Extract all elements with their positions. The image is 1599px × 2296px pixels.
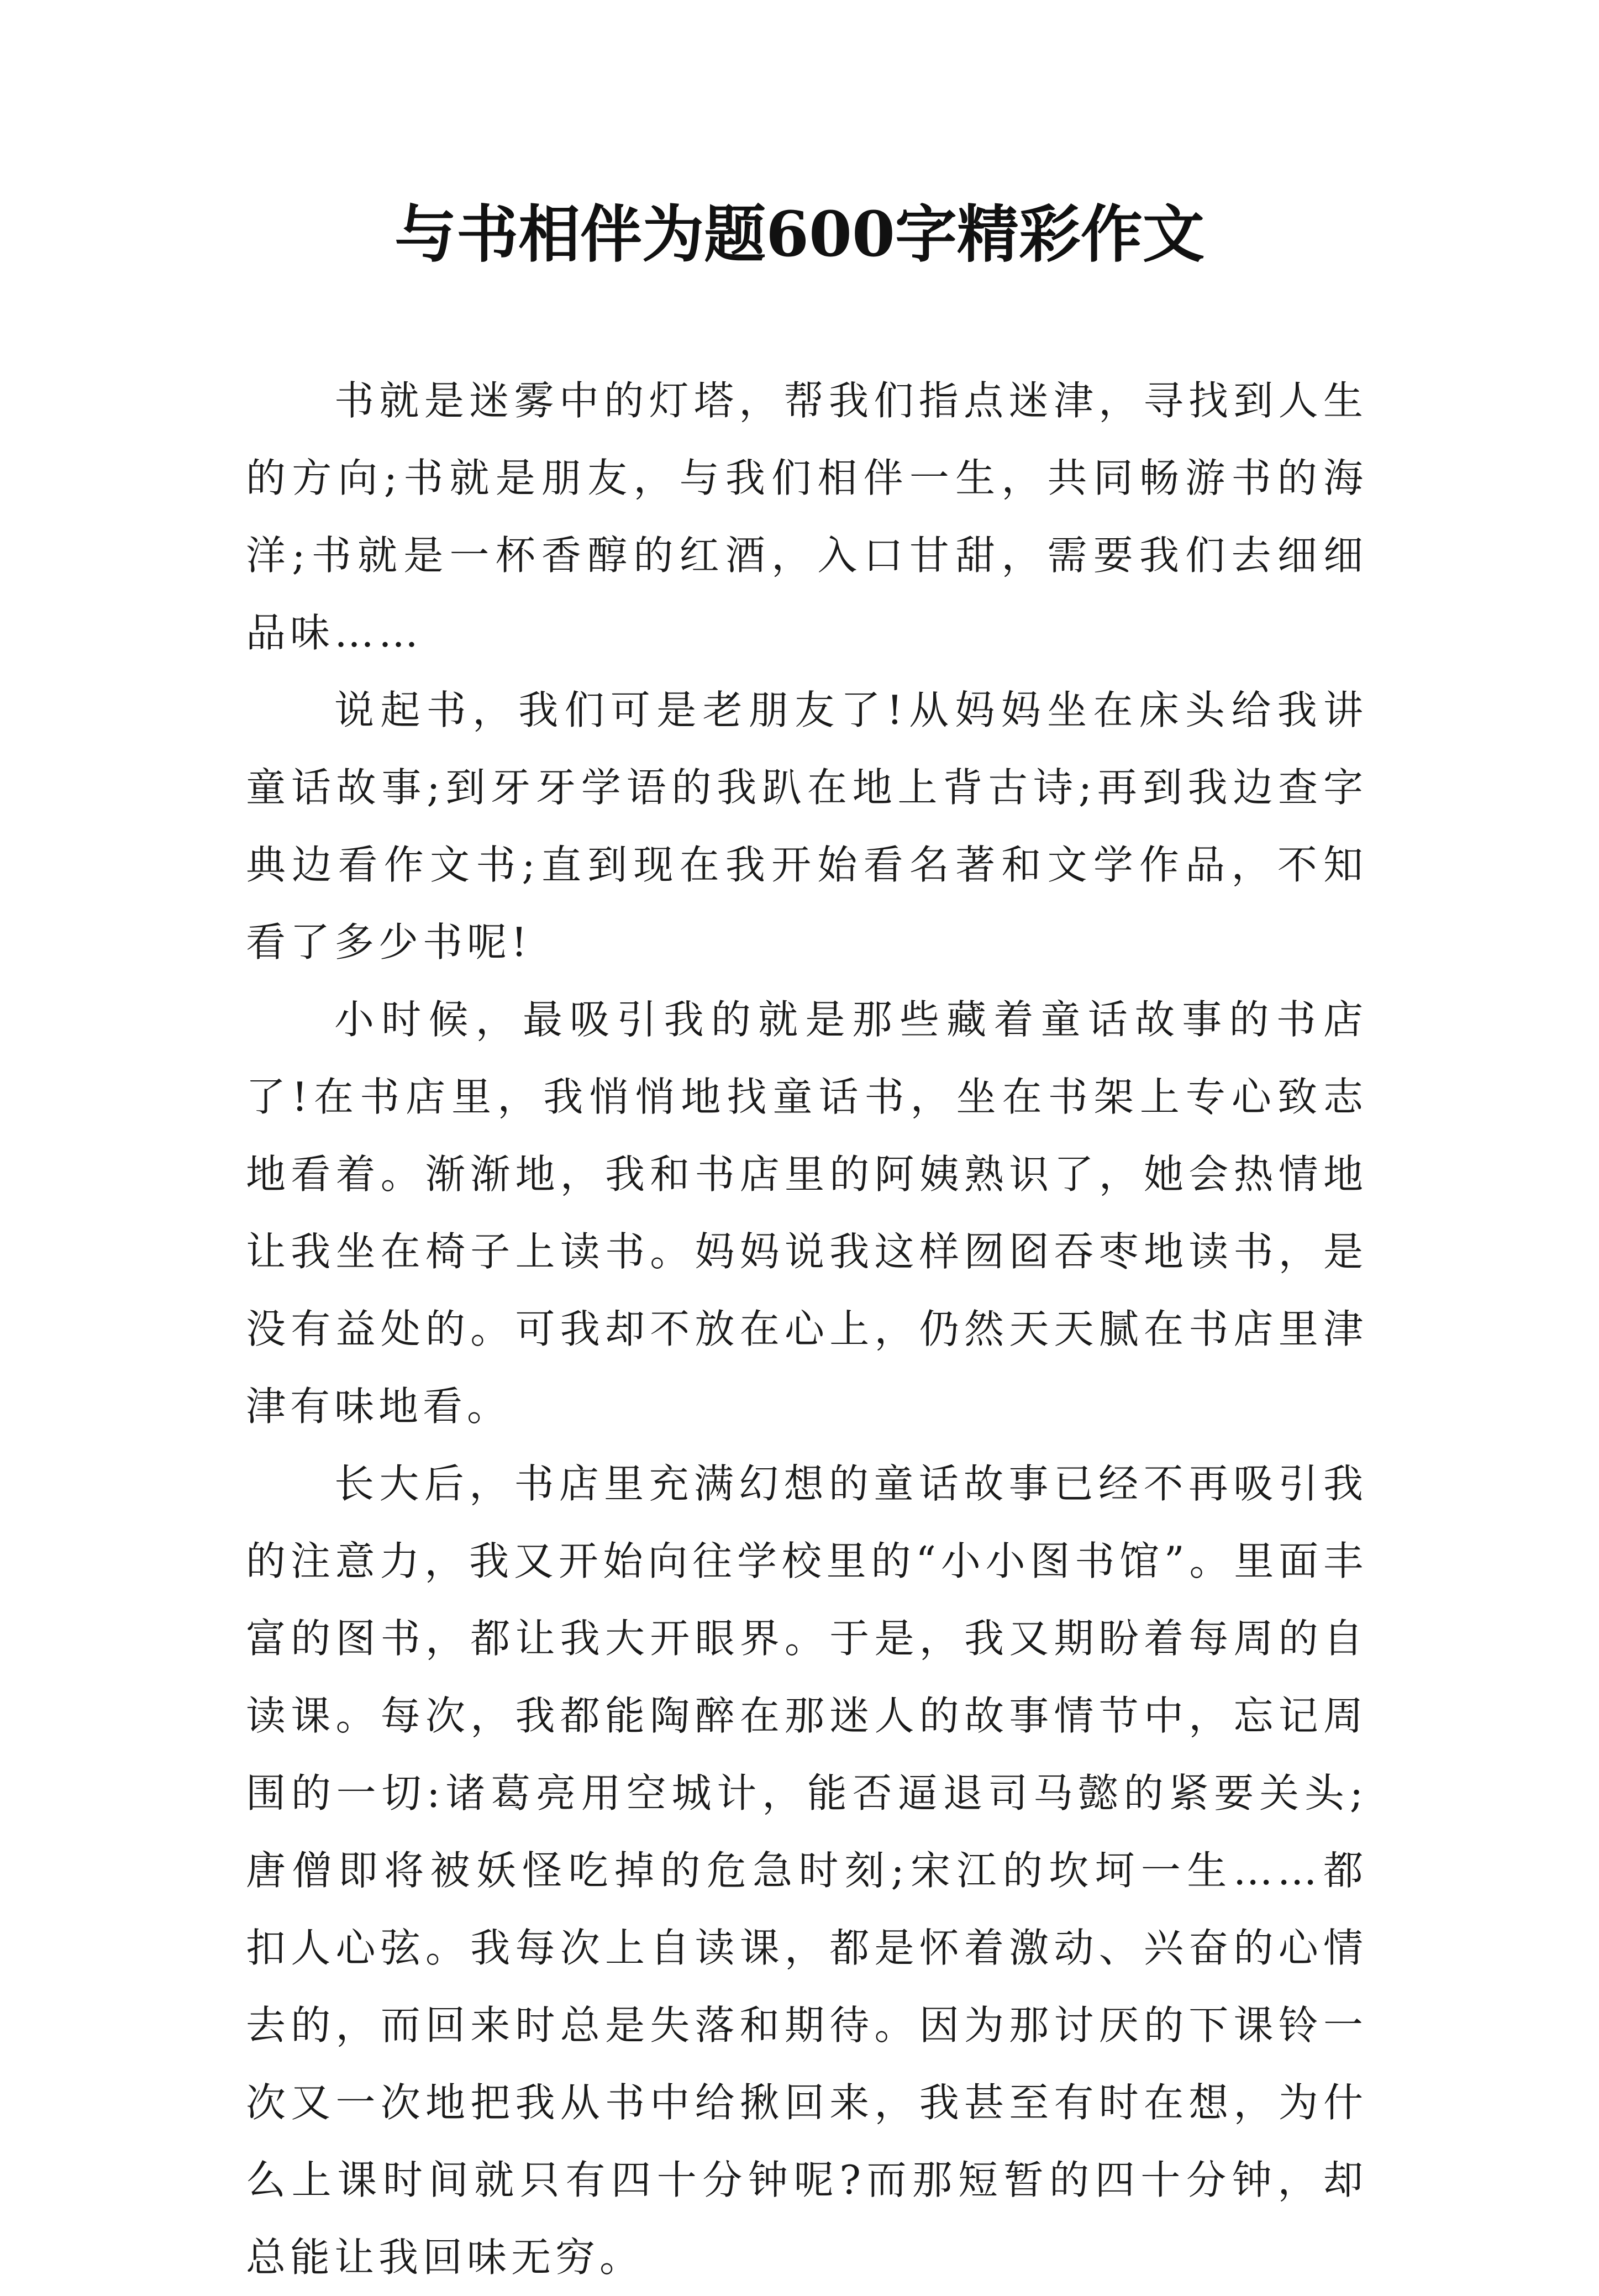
document-body [246, 362, 1367, 2296]
paragraph-1: 书就是迷雾中的灯塔，帮我们指点迷津，寻找到人生的方向;书就是朋友，与我们相伴一生，共同畅游书的海洋;书就是一杯香醇的红酒，入口甘甜，需要我们去细细品味…… [246, 377, 1367, 656]
paragraph-4: 长大后，书店里充满幻想的童话故事已经不再吸引我的注意力，我又开始向往学校里的“小小图书馆”。里面丰富的图书，都让我大开眼界。于是，我又期盼着每周的自读课。每次，我都能陶醉在那迷人的故事情节中，忘记周围的一切:诸葛亮用空城计，能否逼退司马懿的紧要关头;唐僧即将被妖怪吃掉的危急时刻;宋江的坎坷一生……都扣人心弦。我每次上自读课，都是怀着激动、兴奋的心情去的，而回来时总是失落和期待。因为那讨厌的下课铃一次又一次地把我从书中给揪回来，我甚至有时在想，为什么上课时间就只有四十分钟呢?而那短暂的四十分钟，却总能让我回味无穷。 [246, 1460, 1367, 2281]
paragraph-2: 说起书，我们可是老朋友了!从妈妈坐在床头给我讲童话故事;到牙牙学语的我趴在地上背古诗;再到我边查字典边看作文书;直到现在我开始看名著和文学作品，不知看了多少书呢! [246, 687, 1367, 965]
paragraph-3: 小时候，最吸引我的就是那些藏着童话故事的书店了!在书店里，我悄悄地找童话书，坐在书架上专心致志地看着。渐渐地，我和书店里的阿姨熟识了，她会热情地让我坐在椅子上读书。妈妈说我这样囫囵吞枣地读书，是没有益处的。可我却不放在心上，仍然天天腻在书店里津津有味地看。 [246, 996, 1367, 1430]
document-title: 与书相伴为题600字精彩作文 [395, 198, 1204, 271]
